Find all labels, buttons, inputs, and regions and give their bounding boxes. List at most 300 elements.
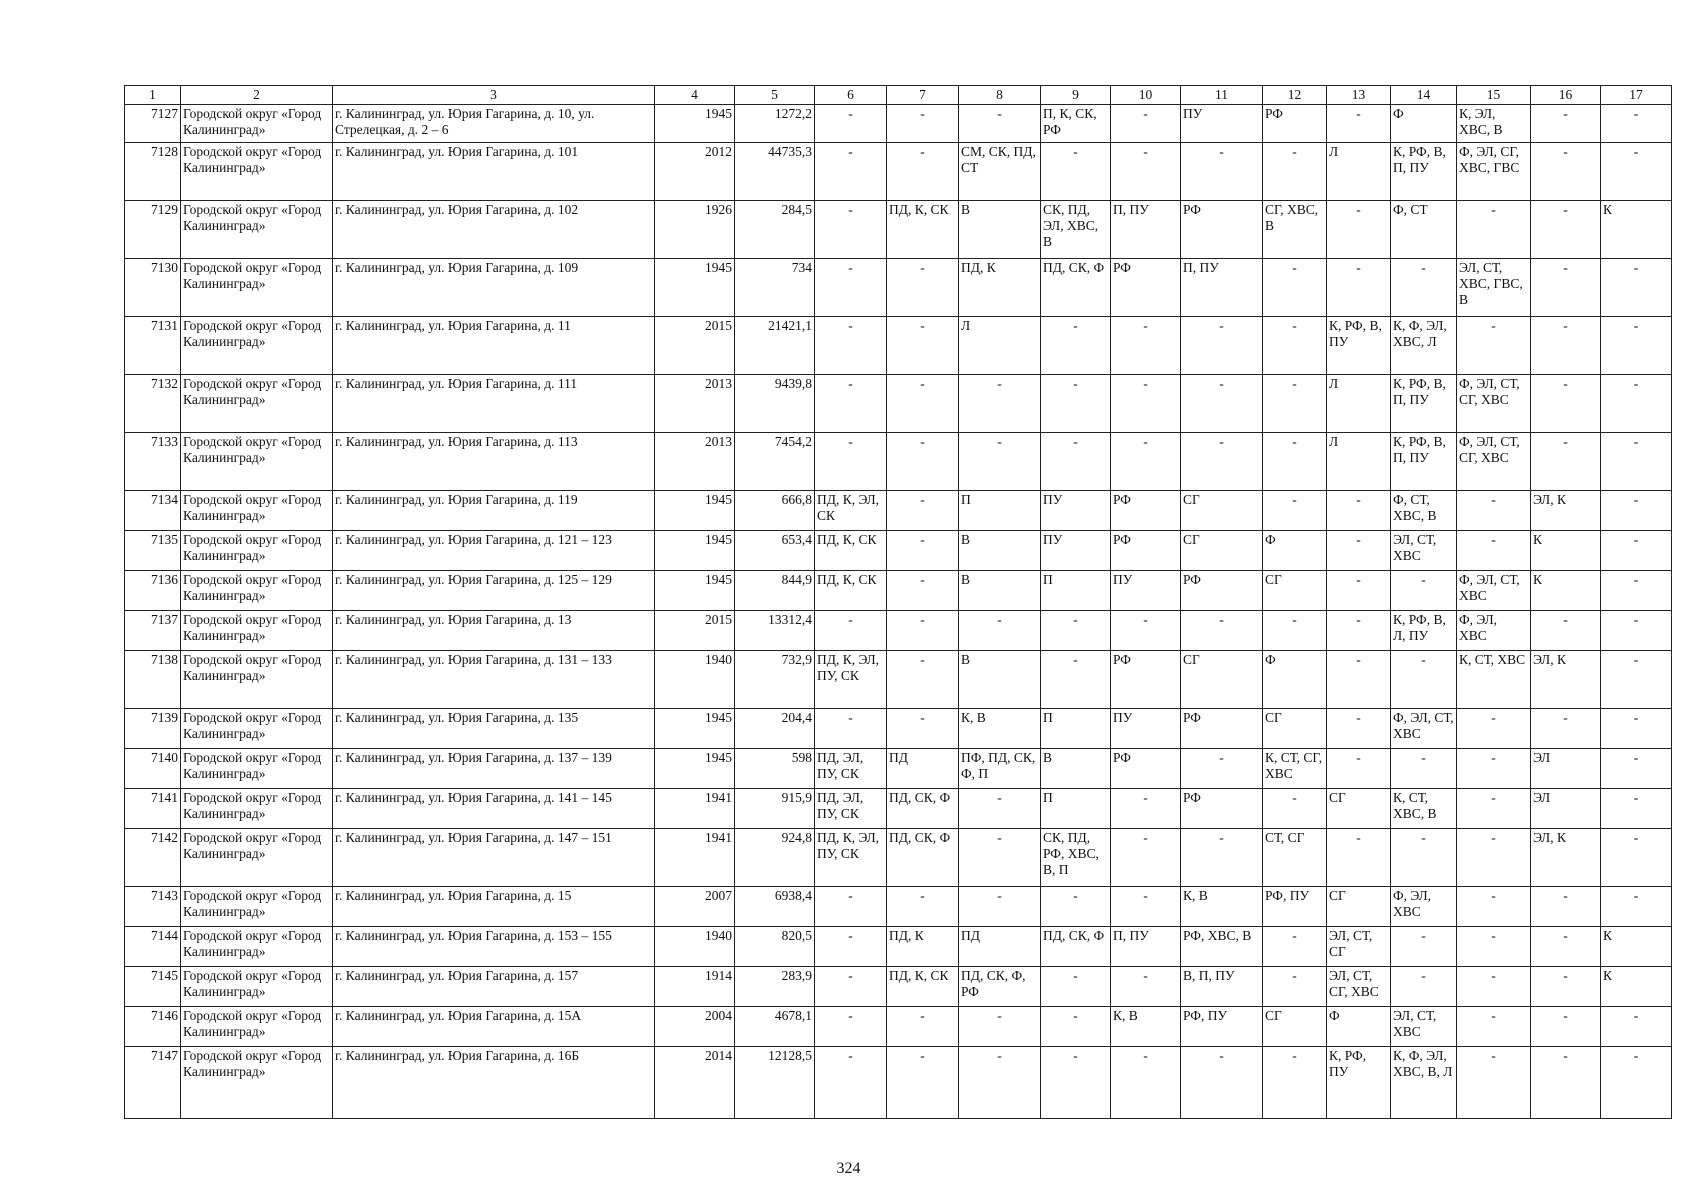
table-cell-col-10: - (1111, 1047, 1181, 1119)
table-cell-col-16: - (1531, 143, 1601, 201)
table-cell-col-11: - (1181, 611, 1263, 651)
table-cell-col-4: 2007 (655, 887, 735, 927)
table-cell-col-2: Городской округ «Город Калининград» (181, 531, 333, 571)
table-cell-col-14: ЭЛ, СТ, ХВС (1391, 531, 1457, 571)
table-cell-col-13: Л (1327, 143, 1391, 201)
table-cell-col-14: - (1391, 259, 1457, 317)
table-cell-col-13: - (1327, 829, 1391, 887)
table-cell-col-4: 2012 (655, 143, 735, 201)
table-cell-col-15: Ф, ЭЛ, ХВС (1457, 611, 1531, 651)
table-cell-col-3: г. Калининград, ул. Юрия Гагарина, д. 16Б (333, 1047, 655, 1119)
table-cell-col-4: 1940 (655, 927, 735, 967)
table-cell-col-17: - (1601, 105, 1672, 143)
table-cell-col-3: г. Калининград, ул. Юрия Гагарина, д. 147 – 151 (333, 829, 655, 887)
table-cell-col-5: 734 (735, 259, 815, 317)
table-cell-col-17: К (1601, 201, 1672, 259)
column-header-9: 9 (1041, 86, 1111, 105)
table-cell-col-13: К, РФ, ПУ (1327, 1047, 1391, 1119)
table-cell-col-3: г. Калининград, ул. Юрия Гагарина, д. 141 – 145 (333, 789, 655, 829)
table-cell-col-4: 2015 (655, 317, 735, 375)
table-cell-col-17: - (1601, 749, 1672, 789)
table-cell-col-13: - (1327, 201, 1391, 259)
table-cell-col-5: 666,8 (735, 491, 815, 531)
table-cell-col-1: 7128 (125, 143, 181, 201)
table-row (125, 531, 1672, 571)
table-cell-col-1: 7146 (125, 1007, 181, 1047)
table-cell-col-13: - (1327, 571, 1391, 611)
table-cell-col-13: - (1327, 531, 1391, 571)
table-cell-col-10: ПУ (1111, 571, 1181, 611)
table-cell-col-8: В (959, 531, 1041, 571)
table-cell-col-1: 7143 (125, 887, 181, 927)
table-cell-col-5: 915,9 (735, 789, 815, 829)
table-cell-col-11: П, ПУ (1181, 259, 1263, 317)
table-cell-col-3: г. Калининград, ул. Юрия Гагарина, д. 111 (333, 375, 655, 433)
table-row (125, 967, 1672, 1007)
table-cell-col-3: г. Калининград, ул. Юрия Гагарина, д. 137 – 139 (333, 749, 655, 789)
table-cell-col-1: 7145 (125, 967, 181, 1007)
table-cell-col-14: - (1391, 927, 1457, 967)
table-cell-col-15: ЭЛ, СТ, ХВС, ГВС, В (1457, 259, 1531, 317)
table-cell-col-1: 7147 (125, 1047, 181, 1119)
table-cell-col-13: - (1327, 491, 1391, 531)
table-cell-col-13: - (1327, 709, 1391, 749)
table-cell-col-9: П, К, СК, РФ (1041, 105, 1111, 143)
table-row (125, 571, 1672, 611)
table-cell-col-6: - (815, 259, 887, 317)
table-cell-col-4: 1945 (655, 531, 735, 571)
column-header-2: 2 (181, 86, 333, 105)
table-cell-col-7: - (887, 531, 959, 571)
table-cell-col-14: Ф, СТ, ХВС, В (1391, 491, 1457, 531)
table-cell-col-13: - (1327, 749, 1391, 789)
table-cell-col-5: 44735,3 (735, 143, 815, 201)
table-cell-col-16: - (1531, 967, 1601, 1007)
table-cell-col-11: - (1181, 1047, 1263, 1119)
table-cell-col-5: 204,4 (735, 709, 815, 749)
table-cell-col-16: - (1531, 375, 1601, 433)
table-cell-col-16: - (1531, 887, 1601, 927)
table-cell-col-3: г. Калининград, ул. Юрия Гагарина, д. 10, ул. Стрелецкая, д. 2 – 6 (333, 105, 655, 143)
table-cell-col-10: РФ (1111, 651, 1181, 709)
table-cell-col-15: - (1457, 709, 1531, 749)
table-cell-col-7: ПД, К, СК (887, 967, 959, 1007)
table-cell-col-6: - (815, 709, 887, 749)
table-row (125, 789, 1672, 829)
table-cell-col-10: - (1111, 317, 1181, 375)
table-cell-col-12: СГ, ХВС, В (1263, 201, 1327, 259)
table-cell-col-12: - (1263, 143, 1327, 201)
table-cell-col-15: - (1457, 927, 1531, 967)
table-cell-col-11: СГ (1181, 651, 1263, 709)
column-header-11: 11 (1181, 86, 1263, 105)
table-cell-col-15: - (1457, 887, 1531, 927)
table-cell-col-14: К, РФ, В, П, ПУ (1391, 143, 1457, 201)
table-cell-col-12: СГ (1263, 709, 1327, 749)
table-cell-col-3: г. Калининград, ул. Юрия Гагарина, д. 102 (333, 201, 655, 259)
table-cell-col-3: г. Калининград, ул. Юрия Гагарина, д. 113 (333, 433, 655, 491)
table-row (125, 829, 1672, 887)
table-cell-col-8: К, В (959, 709, 1041, 749)
table-row (125, 1007, 1672, 1047)
table-cell-col-3: г. Калининград, ул. Юрия Гагарина, д. 15А (333, 1007, 655, 1047)
table-cell-col-5: 1272,2 (735, 105, 815, 143)
table-cell-col-2: Городской округ «Город Калининград» (181, 749, 333, 789)
table-cell-col-17: - (1601, 143, 1672, 201)
table-cell-col-13: ЭЛ, СТ, СГ (1327, 927, 1391, 967)
table-cell-col-2: Городской округ «Город Калининград» (181, 829, 333, 887)
table-cell-col-7: - (887, 887, 959, 927)
table-cell-col-1: 7134 (125, 491, 181, 531)
column-number-header-row (125, 86, 1672, 105)
table-cell-col-7: - (887, 571, 959, 611)
table-cell-col-13: - (1327, 259, 1391, 317)
table-cell-col-10: - (1111, 611, 1181, 651)
table-cell-col-10: - (1111, 829, 1181, 887)
table-cell-col-8: - (959, 1047, 1041, 1119)
table-cell-col-12: - (1263, 611, 1327, 651)
column-header-3: 3 (333, 86, 655, 105)
table-cell-col-9: В (1041, 749, 1111, 789)
table-cell-col-14: - (1391, 829, 1457, 887)
table-cell-col-14: К, РФ, В, П, ПУ (1391, 433, 1457, 491)
table-cell-col-16: К (1531, 531, 1601, 571)
table-cell-col-16: ЭЛ, К (1531, 491, 1601, 531)
table-cell-col-9: - (1041, 1047, 1111, 1119)
table-cell-col-4: 1941 (655, 789, 735, 829)
table-cell-col-12: К, СТ, СГ, ХВС (1263, 749, 1327, 789)
table-cell-col-9: ПД, СК, Ф (1041, 927, 1111, 967)
table-cell-col-13: Ф (1327, 1007, 1391, 1047)
column-header-5: 5 (735, 86, 815, 105)
table-cell-col-8: - (959, 887, 1041, 927)
table-cell-col-2: Городской округ «Город Калининград» (181, 967, 333, 1007)
table-row (125, 317, 1672, 375)
table-cell-col-6: ПД, К, ЭЛ, ПУ, СК (815, 829, 887, 887)
table-cell-col-7: ПД, СК, Ф (887, 789, 959, 829)
table-cell-col-6: - (815, 143, 887, 201)
table-cell-col-11: СГ (1181, 531, 1263, 571)
table-cell-col-13: - (1327, 105, 1391, 143)
table-cell-col-17: - (1601, 829, 1672, 887)
table-cell-col-17: - (1601, 709, 1672, 749)
table-row (125, 709, 1672, 749)
table-cell-col-8: СМ, СК, ПД, СТ (959, 143, 1041, 201)
column-header-14: 14 (1391, 86, 1457, 105)
table-row (125, 611, 1672, 651)
table-cell-col-5: 9439,8 (735, 375, 815, 433)
table-cell-col-11: К, В (1181, 887, 1263, 927)
table-cell-col-17: - (1601, 611, 1672, 651)
table-cell-col-1: 7135 (125, 531, 181, 571)
table-cell-col-12: РФ (1263, 105, 1327, 143)
table-cell-col-17: - (1601, 887, 1672, 927)
table-cell-col-2: Городской округ «Город Калининград» (181, 571, 333, 611)
table-cell-col-14: К, РФ, В, Л, ПУ (1391, 611, 1457, 651)
table-cell-col-17: - (1601, 531, 1672, 571)
table-cell-col-2: Городской округ «Город Калининград» (181, 201, 333, 259)
table-cell-col-8: - (959, 433, 1041, 491)
table-body (125, 105, 1672, 1119)
table-cell-col-1: 7139 (125, 709, 181, 749)
table-cell-col-14: К, СТ, ХВС, В (1391, 789, 1457, 829)
table-cell-col-9: - (1041, 611, 1111, 651)
table-cell-col-5: 732,9 (735, 651, 815, 709)
table-row (125, 433, 1672, 491)
table-cell-col-1: 7127 (125, 105, 181, 143)
table-cell-col-10: - (1111, 967, 1181, 1007)
table-cell-col-6: - (815, 927, 887, 967)
table-cell-col-8: Л (959, 317, 1041, 375)
table-cell-col-17: К (1601, 967, 1672, 1007)
table-cell-col-5: 598 (735, 749, 815, 789)
table-cell-col-13: К, РФ, В, ПУ (1327, 317, 1391, 375)
table-cell-col-13: Л (1327, 375, 1391, 433)
table-cell-col-14: Ф, СТ (1391, 201, 1457, 259)
table-cell-col-5: 4678,1 (735, 1007, 815, 1047)
table-cell-col-1: 7130 (125, 259, 181, 317)
table-cell-col-3: г. Калининград, ул. Юрия Гагарина, д. 131 – 133 (333, 651, 655, 709)
table-cell-col-9: - (1041, 887, 1111, 927)
table-cell-col-17: - (1601, 789, 1672, 829)
table-cell-col-8: - (959, 829, 1041, 887)
table-cell-col-7: - (887, 143, 959, 201)
table-cell-col-15: К, СТ, ХВС (1457, 651, 1531, 709)
table-cell-col-6: - (815, 317, 887, 375)
housing-register-table (124, 85, 1672, 1119)
table-cell-col-17: - (1601, 571, 1672, 611)
table-cell-col-13: Л (1327, 433, 1391, 491)
table-cell-col-16: - (1531, 105, 1601, 143)
table-cell-col-10: - (1111, 887, 1181, 927)
table-cell-col-4: 2013 (655, 433, 735, 491)
table-cell-col-11: РФ (1181, 709, 1263, 749)
table-cell-col-16: ЭЛ (1531, 789, 1601, 829)
table-cell-col-2: Городской округ «Город Калининград» (181, 789, 333, 829)
column-header-12: 12 (1263, 86, 1327, 105)
table-cell-col-7: ПД, К, СК (887, 201, 959, 259)
table-cell-col-13: СГ (1327, 887, 1391, 927)
table-cell-col-4: 1945 (655, 709, 735, 749)
table-cell-col-14: К, Ф, ЭЛ, ХВС, Л (1391, 317, 1457, 375)
table-cell-col-2: Городской округ «Город Калининград» (181, 927, 333, 967)
table-cell-col-6: - (815, 375, 887, 433)
table-cell-col-9: - (1041, 967, 1111, 1007)
table-cell-col-10: - (1111, 143, 1181, 201)
table-cell-col-4: 2013 (655, 375, 735, 433)
column-header-1: 1 (125, 86, 181, 105)
table-cell-col-17: - (1601, 491, 1672, 531)
table-cell-col-12: - (1263, 1047, 1327, 1119)
table-cell-col-5: 7454,2 (735, 433, 815, 491)
table-cell-col-9: - (1041, 375, 1111, 433)
table-cell-col-15: Ф, ЭЛ, СТ, ХВС (1457, 571, 1531, 611)
table-cell-col-3: г. Калининград, ул. Юрия Гагарина, д. 119 (333, 491, 655, 531)
table-cell-col-5: 653,4 (735, 531, 815, 571)
table-cell-col-11: - (1181, 375, 1263, 433)
table-cell-col-16: - (1531, 433, 1601, 491)
table-cell-col-4: 1945 (655, 105, 735, 143)
table-cell-col-1: 7129 (125, 201, 181, 259)
table-cell-col-8: ПД (959, 927, 1041, 967)
table-cell-col-2: Городской округ «Город Калининград» (181, 433, 333, 491)
table-row (125, 651, 1672, 709)
table-cell-col-11: - (1181, 143, 1263, 201)
table-cell-col-15: - (1457, 789, 1531, 829)
table-cell-col-10: К, В (1111, 1007, 1181, 1047)
column-header-15: 15 (1457, 86, 1531, 105)
table-cell-col-15: К, ЭЛ, ХВС, В (1457, 105, 1531, 143)
table-cell-col-1: 7138 (125, 651, 181, 709)
table-cell-col-11: РФ, ХВС, В (1181, 927, 1263, 967)
table-cell-col-10: - (1111, 105, 1181, 143)
table-cell-col-16: - (1531, 927, 1601, 967)
table-cell-col-2: Городской округ «Город Калининград» (181, 709, 333, 749)
table-cell-col-6: - (815, 433, 887, 491)
table-cell-col-7: ПД, К (887, 927, 959, 967)
table-cell-col-12: РФ, ПУ (1263, 887, 1327, 927)
table-cell-col-17: - (1601, 259, 1672, 317)
table-cell-col-14: К, РФ, В, П, ПУ (1391, 375, 1457, 433)
table-cell-col-11: РФ (1181, 201, 1263, 259)
table-cell-col-5: 844,9 (735, 571, 815, 611)
table-cell-col-8: ПД, К (959, 259, 1041, 317)
table-cell-col-16: - (1531, 611, 1601, 651)
table-cell-col-14: Ф, ЭЛ, СТ, ХВС (1391, 709, 1457, 749)
table-cell-col-12: СГ (1263, 1007, 1327, 1047)
table-cell-col-15: - (1457, 967, 1531, 1007)
column-header-10: 10 (1111, 86, 1181, 105)
table-cell-col-1: 7141 (125, 789, 181, 829)
table-cell-col-2: Городской округ «Город Калининград» (181, 259, 333, 317)
table-cell-col-11: - (1181, 317, 1263, 375)
table-cell-col-11: СГ (1181, 491, 1263, 531)
table-cell-col-4: 2014 (655, 1047, 735, 1119)
table-cell-col-8: П (959, 491, 1041, 531)
table-cell-col-8: - (959, 105, 1041, 143)
table-cell-col-10: РФ (1111, 531, 1181, 571)
table-cell-col-16: ЭЛ, К (1531, 829, 1601, 887)
table-cell-col-10: П, ПУ (1111, 201, 1181, 259)
table-cell-col-11: ПУ (1181, 105, 1263, 143)
table-cell-col-7: - (887, 709, 959, 749)
table-cell-col-10: РФ (1111, 749, 1181, 789)
table-cell-col-8: - (959, 375, 1041, 433)
table-cell-col-14: - (1391, 967, 1457, 1007)
table-cell-col-14: К, Ф, ЭЛ, ХВС, В, Л (1391, 1047, 1457, 1119)
table-cell-col-1: 7136 (125, 571, 181, 611)
table-row (125, 201, 1672, 259)
table-cell-col-10: РФ (1111, 491, 1181, 531)
column-header-6: 6 (815, 86, 887, 105)
table-cell-col-6: - (815, 1047, 887, 1119)
table-cell-col-1: 7133 (125, 433, 181, 491)
table-cell-col-1: 7137 (125, 611, 181, 651)
table-cell-col-12: Ф (1263, 531, 1327, 571)
table-cell-col-8: ПД, СК, Ф, РФ (959, 967, 1041, 1007)
table-cell-col-5: 284,5 (735, 201, 815, 259)
table-cell-col-2: Городской округ «Город Калининград» (181, 317, 333, 375)
table-cell-col-11: РФ (1181, 571, 1263, 611)
table-cell-col-10: ПУ (1111, 709, 1181, 749)
table-cell-col-6: ПД, К, СК (815, 531, 887, 571)
table-cell-col-9: - (1041, 317, 1111, 375)
table-cell-col-8: - (959, 789, 1041, 829)
column-header-16: 16 (1531, 86, 1601, 105)
table-cell-col-14: Ф (1391, 105, 1457, 143)
table-cell-col-3: г. Калининград, ул. Юрия Гагарина, д. 101 (333, 143, 655, 201)
table-cell-col-13: ЭЛ, СТ, СГ, ХВС (1327, 967, 1391, 1007)
table-cell-col-4: 1940 (655, 651, 735, 709)
table-cell-col-5: 12128,5 (735, 1047, 815, 1119)
table-cell-col-4: 1941 (655, 829, 735, 887)
table-cell-col-16: - (1531, 709, 1601, 749)
table-cell-col-15: - (1457, 1047, 1531, 1119)
table-cell-col-11: - (1181, 829, 1263, 887)
table-cell-col-6: ПД, ЭЛ, ПУ, СК (815, 749, 887, 789)
table-cell-col-4: 2004 (655, 1007, 735, 1047)
table-cell-col-5: 6938,4 (735, 887, 815, 927)
table-cell-col-16: ЭЛ (1531, 749, 1601, 789)
table-cell-col-9: СК, ПД, ЭЛ, ХВС, В (1041, 201, 1111, 259)
table-cell-col-2: Городской округ «Город Калининград» (181, 105, 333, 143)
table-cell-col-16: - (1531, 1047, 1601, 1119)
table-cell-col-12: СГ (1263, 571, 1327, 611)
table-cell-col-3: г. Калининград, ул. Юрия Гагарина, д. 109 (333, 259, 655, 317)
table-cell-col-15: - (1457, 829, 1531, 887)
table-row (125, 927, 1672, 967)
table-cell-col-5: 283,9 (735, 967, 815, 1007)
table-cell-col-7: - (887, 491, 959, 531)
table-cell-col-9: - (1041, 1007, 1111, 1047)
table-cell-col-8: В (959, 651, 1041, 709)
table-cell-col-5: 924,8 (735, 829, 815, 887)
table-cell-col-3: г. Калининград, ул. Юрия Гагарина, д. 157 (333, 967, 655, 1007)
table-row (125, 143, 1672, 201)
table-cell-col-17: - (1601, 651, 1672, 709)
table-cell-col-1: 7142 (125, 829, 181, 887)
table-cell-col-7: - (887, 1047, 959, 1119)
table-cell-col-6: ПД, К, ЭЛ, ПУ, СК (815, 651, 887, 709)
table-cell-col-2: Городской округ «Город Калининград» (181, 611, 333, 651)
table-cell-col-15: Ф, ЭЛ, СТ, СГ, ХВС (1457, 433, 1531, 491)
table-cell-col-11: - (1181, 749, 1263, 789)
table-cell-col-12: - (1263, 433, 1327, 491)
table-cell-col-4: 1945 (655, 749, 735, 789)
table-cell-col-6: - (815, 967, 887, 1007)
table-cell-col-11: В, П, ПУ (1181, 967, 1263, 1007)
table-cell-col-10: РФ (1111, 259, 1181, 317)
column-header-7: 7 (887, 86, 959, 105)
table-cell-col-3: г. Калининград, ул. Юрия Гагарина, д. 121 – 123 (333, 531, 655, 571)
table-cell-col-10: - (1111, 433, 1181, 491)
table-cell-col-16: - (1531, 317, 1601, 375)
table-cell-col-7: ПД, СК, Ф (887, 829, 959, 887)
table-cell-col-8: - (959, 611, 1041, 651)
table-cell-col-16: - (1531, 201, 1601, 259)
table-cell-col-5: 13312,4 (735, 611, 815, 651)
table-cell-col-7: - (887, 651, 959, 709)
table-cell-col-12: Ф (1263, 651, 1327, 709)
table-cell-col-6: - (815, 105, 887, 143)
table-cell-col-2: Городской округ «Город Калининград» (181, 375, 333, 433)
table-cell-col-2: Городской округ «Город Калининград» (181, 143, 333, 201)
table-cell-col-9: - (1041, 433, 1111, 491)
table-cell-col-14: - (1391, 651, 1457, 709)
table-cell-col-12: - (1263, 317, 1327, 375)
table-cell-col-4: 2015 (655, 611, 735, 651)
table-cell-col-3: г. Калининград, ул. Юрия Гагарина, д. 125 – 129 (333, 571, 655, 611)
